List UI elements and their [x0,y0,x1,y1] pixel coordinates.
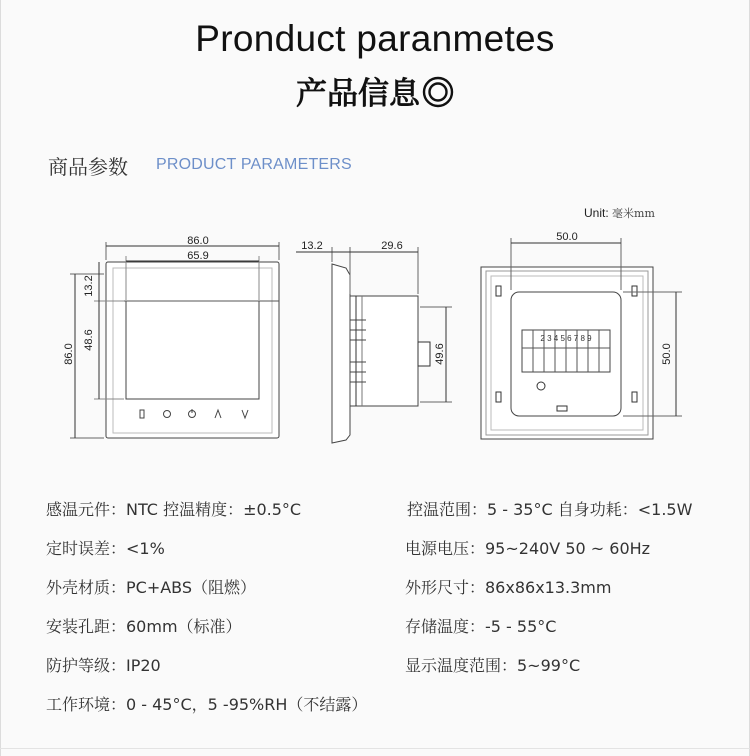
section-title-en: PRODUCT PARAMETERS [156,156,352,173]
dim-front-height: 86.0 [63,343,75,365]
dim-side-height: 49.6 [434,343,446,365]
title-chinese: 产品信息 [296,76,420,112]
dim-top-margin: 13.2 [83,275,95,297]
spec-timer-error: 定时误差：<1% [46,539,165,558]
dim-screen-height: 48.6 [83,329,95,351]
side-view [296,247,452,443]
unit-label: Unit: [584,206,609,220]
bottom-divider [0,748,750,749]
spec-dimensions: 外形尺寸：86x86x13.3mm [405,578,612,597]
dim-screen-width: 65.9 [187,250,209,262]
dim-back-height: 50.0 [661,343,673,365]
spec-shell-material: 外壳材质：PC+ABS（阻燃） [46,578,257,597]
title-english: Pronduct paranmetes [195,18,555,59]
spec-mount-spacing: 安装孔距：60mm（标准） [46,617,242,636]
front-view [70,242,279,438]
spec-sensor: 感温元件：NTC 控温精度：±0.5°C [46,500,302,519]
dim-front-width: 86.0 [187,235,209,247]
spec-storage-temp: 存储温度：-5 - 55°C [405,617,557,636]
spec-protection: 防护等级：IP20 [46,656,161,675]
unit-value: 毫米mm [612,207,655,220]
dim-side-body: 29.6 [381,240,403,252]
dim-side-depth: 13.2 [301,240,323,252]
spec-display-range: 显示温度范围：5~99°C [405,656,581,675]
section-title-cn: 商品参数 [48,155,128,179]
terminal-numbers: 2 3 4 5 6 7 8 9 [540,334,592,343]
spec-environment: 工作环境：0 - 45°C，5 -95%RH（不结露） [46,695,368,714]
spec-power-voltage: 电源电压：95~240V 50 ~ 60Hz [405,539,651,558]
dim-back-width: 50.0 [556,231,578,243]
spec-temp-range: 控温范围：5 - 35°C 自身功耗：<1.5W [407,500,693,519]
